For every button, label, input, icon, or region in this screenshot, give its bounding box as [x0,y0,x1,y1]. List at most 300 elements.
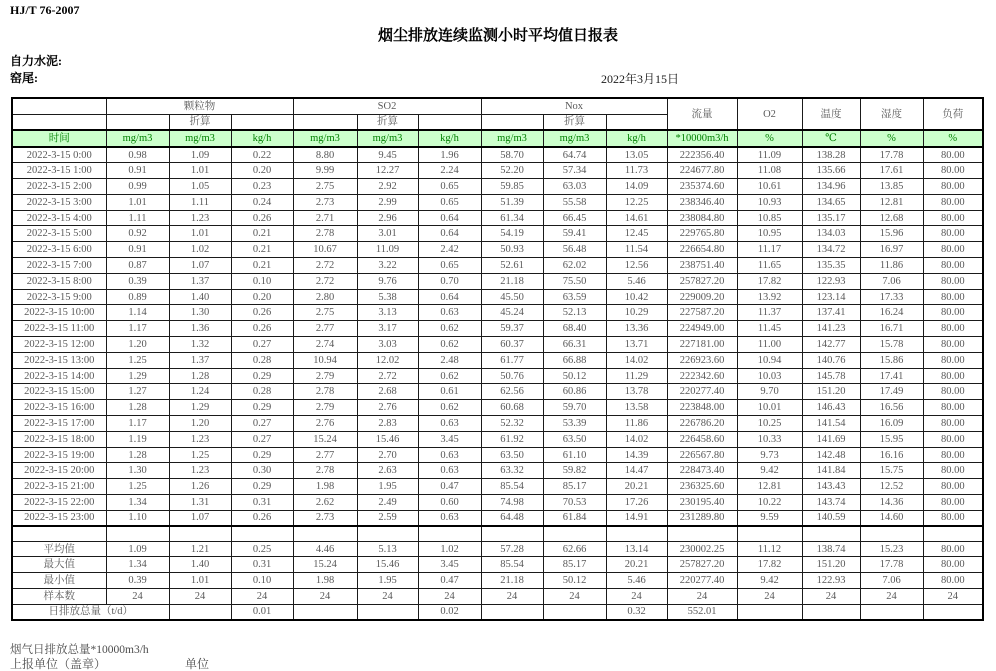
value-cell: 11.86 [606,416,667,432]
value-cell: 14.02 [606,352,667,368]
value-cell: 0.64 [418,226,481,242]
summary-value-cell: 0.31 [231,557,293,573]
value-cell: 16.97 [860,242,923,258]
value-cell: 0.63 [418,463,481,479]
value-cell: 1.14 [106,305,169,321]
value-cell: 1.30 [169,305,231,321]
summary-value-cell: 138.74 [802,541,860,557]
value-cell: 62.02 [543,258,606,274]
table-row [12,337,983,353]
value-cell: 0.61 [418,384,481,400]
summary-value-cell: 3.45 [418,557,481,573]
time-cell: 2022-3-15 8:00 [12,273,106,289]
time-cell: 2022-3-15 6:00 [12,242,106,258]
value-cell: 0.63 [418,510,481,526]
value-cell: 2.75 [293,179,357,195]
value-cell: 80.00 [923,321,983,337]
summary-value-cell: 24 [860,589,923,605]
time-cell: 2022-3-15 21:00 [12,479,106,495]
value-cell: 80.00 [923,463,983,479]
table-row [12,431,983,447]
summary-value-cell: 24 [923,589,983,605]
value-cell: 11.08 [737,163,802,179]
summary-value-cell: 5.46 [606,573,667,589]
value-cell: 14.91 [606,510,667,526]
value-cell: 238346.40 [667,194,737,210]
table-row [12,368,983,384]
value-cell: 13.71 [606,337,667,353]
summary-value-cell: 9.42 [737,573,802,589]
value-cell: 2.48 [418,352,481,368]
header-converted-so2: 折算 [357,114,418,130]
value-cell: 222356.40 [667,147,737,163]
value-cell: 138.28 [802,147,860,163]
value-cell: 0.26 [231,321,293,337]
value-cell: 1.25 [106,352,169,368]
summary-row [12,573,983,589]
value-cell: 13.05 [606,147,667,163]
value-cell: 80.00 [923,273,983,289]
value-cell: 59.85 [481,179,543,195]
value-cell: 123.14 [802,289,860,305]
unit-header: mg/m3 [357,130,418,147]
value-cell: 55.58 [543,194,606,210]
value-cell: 62.56 [481,384,543,400]
time-cell: 2022-3-15 9:00 [12,289,106,305]
value-cell: 14.02 [606,431,667,447]
value-cell: 222342.60 [667,368,737,384]
daily-total-value-cell [169,604,231,620]
value-cell: 16.16 [860,447,923,463]
value-cell: 63.32 [481,463,543,479]
value-cell: 143.43 [802,479,860,495]
value-cell: 59.70 [543,400,606,416]
value-cell: 226567.80 [667,447,737,463]
value-cell: 10.85 [737,210,802,226]
value-cell: 9.73 [737,447,802,463]
spacer-cell [106,526,169,541]
value-cell: 5.38 [357,289,418,305]
value-cell: 142.48 [802,447,860,463]
value-cell: 2.79 [293,400,357,416]
header-flow: 流量 [667,98,737,130]
value-cell: 9.42 [737,463,802,479]
daily-total-row [12,604,983,620]
time-cell: 2022-3-15 1:00 [12,163,106,179]
header-load: 负荷 [923,98,983,130]
value-cell: 230195.40 [667,495,737,511]
value-cell: 60.86 [543,384,606,400]
doc-code: HJ/T 76-2007 [10,3,80,17]
header-blank-cell [12,114,106,130]
value-cell: 14.60 [860,510,923,526]
spacer-cell [481,526,543,541]
value-cell: 0.29 [231,479,293,495]
value-cell: 140.59 [802,510,860,526]
value-cell: 1.26 [169,479,231,495]
value-cell: 141.84 [802,463,860,479]
value-cell: 11.37 [737,305,802,321]
time-cell: 2022-3-15 15:00 [12,384,106,400]
value-cell: 61.84 [543,510,606,526]
value-cell: 14.39 [606,447,667,463]
time-column-header: 时间 [12,130,106,147]
value-cell: 59.41 [543,226,606,242]
value-cell: 1.01 [169,226,231,242]
value-cell: 224677.80 [667,163,737,179]
value-cell: 11.65 [737,258,802,274]
value-cell: 10.67 [293,242,357,258]
header-group-so2: SO2 [293,98,481,114]
value-cell: 0.62 [418,368,481,384]
value-cell: 70.53 [543,495,606,511]
header-temperature: 温度 [802,98,860,130]
value-cell: 3.13 [357,305,418,321]
summary-value-cell: 24 [106,589,169,605]
value-cell: 1.27 [106,384,169,400]
header-blank-cell [231,114,293,130]
value-cell: 238084.80 [667,210,737,226]
value-cell: 0.26 [231,210,293,226]
value-cell: 7.06 [860,273,923,289]
table-row [12,289,983,305]
value-cell: 1.20 [106,337,169,353]
time-cell: 2022-3-15 13:00 [12,352,106,368]
summary-value-cell: 24 [169,589,231,605]
summary-value-cell: 85.17 [543,557,606,573]
value-cell: 45.24 [481,305,543,321]
value-cell: 143.74 [802,495,860,511]
value-cell: 134.65 [802,194,860,210]
summary-value-cell: 151.20 [802,557,860,573]
table-row [12,495,983,511]
spacer-cell [12,526,106,541]
value-cell: 140.76 [802,352,860,368]
header-blank-cell [481,114,543,130]
value-cell: 238751.40 [667,258,737,274]
summary-value-cell: 0.47 [418,573,481,589]
value-cell: 141.54 [802,416,860,432]
summary-value-cell: 1.40 [169,557,231,573]
table-row [12,479,983,495]
table-row [12,179,983,195]
time-cell: 2022-3-15 11:00 [12,321,106,337]
value-cell: 17.78 [860,147,923,163]
value-cell: 229009.20 [667,289,737,305]
header-o2: O2 [737,98,802,130]
value-cell: 17.82 [737,273,802,289]
value-cell: 0.24 [231,194,293,210]
summary-value-cell: 24 [481,589,543,605]
table-row [12,226,983,242]
value-cell: 80.00 [923,194,983,210]
value-cell: 11.86 [860,258,923,274]
value-cell: 10.29 [606,305,667,321]
value-cell: 1.98 [293,479,357,495]
value-cell: 16.09 [860,416,923,432]
unit-header: mg/m3 [106,130,169,147]
value-cell: 2.78 [293,226,357,242]
unit-header: mg/m3 [293,130,357,147]
time-cell: 2022-3-15 5:00 [12,226,106,242]
value-cell: 226923.60 [667,352,737,368]
value-cell: 1.09 [169,147,231,163]
time-cell: 2022-3-15 23:00 [12,510,106,526]
value-cell: 11.54 [606,242,667,258]
summary-row [12,557,983,573]
value-cell: 0.23 [231,179,293,195]
table-row [12,305,983,321]
value-cell: 1.05 [169,179,231,195]
value-cell: 61.10 [543,447,606,463]
value-cell: 145.78 [802,368,860,384]
time-cell: 2022-3-15 10:00 [12,305,106,321]
value-cell: 15.24 [293,431,357,447]
summary-value-cell: 1.09 [106,541,169,557]
value-cell: 16.24 [860,305,923,321]
value-cell: 0.91 [106,163,169,179]
value-cell: 1.23 [169,431,231,447]
flow-total-note: 烟气日排放总量*10000m3/h [10,644,149,656]
value-cell: 223848.00 [667,400,737,416]
value-cell: 66.31 [543,337,606,353]
unit-header: ℃ [802,130,860,147]
value-cell: 12.27 [357,163,418,179]
value-cell: 64.48 [481,510,543,526]
daily-total-value-cell [543,604,606,620]
value-cell: 2.59 [357,510,418,526]
value-cell: 11.45 [737,321,802,337]
value-cell: 63.03 [543,179,606,195]
daily-total-value-cell [923,604,983,620]
value-cell: 151.20 [802,384,860,400]
daily-total-value-cell: 0.32 [606,604,667,620]
value-cell: 10.95 [737,226,802,242]
value-cell: 10.42 [606,289,667,305]
value-cell: 61.92 [481,431,543,447]
value-cell: 135.66 [802,163,860,179]
value-cell: 15.95 [860,431,923,447]
value-cell: 64.74 [543,147,606,163]
value-cell: 52.61 [481,258,543,274]
value-cell: 0.26 [231,305,293,321]
value-cell: 1.23 [169,210,231,226]
value-cell: 0.60 [418,495,481,511]
header-group-particulate: 颗粒物 [106,98,293,114]
value-cell: 1.25 [106,479,169,495]
value-cell: 2.71 [293,210,357,226]
value-cell: 1.37 [169,352,231,368]
value-cell: 1.28 [106,447,169,463]
value-cell: 1.25 [169,447,231,463]
value-cell: 10.01 [737,400,802,416]
value-cell: 60.68 [481,400,543,416]
value-cell: 5.46 [606,273,667,289]
time-cell: 2022-3-15 18:00 [12,431,106,447]
value-cell: 0.21 [231,242,293,258]
value-cell: 0.98 [106,147,169,163]
value-cell: 0.28 [231,352,293,368]
value-cell: 75.50 [543,273,606,289]
summary-row [12,589,983,605]
spacer-cell [357,526,418,541]
value-cell: 224949.00 [667,321,737,337]
value-cell: 0.21 [231,258,293,274]
value-cell: 2.62 [293,495,357,511]
summary-value-cell: 80.00 [923,557,983,573]
value-cell: 3.45 [418,431,481,447]
summary-value-cell: 24 [231,589,293,605]
value-cell: 80.00 [923,368,983,384]
spacer-cell [802,526,860,541]
spacer-cell [606,526,667,541]
summary-value-cell: 24 [543,589,606,605]
value-cell: 141.69 [802,431,860,447]
value-cell: 66.45 [543,210,606,226]
value-cell: 1.23 [169,463,231,479]
summary-value-cell: 122.93 [802,573,860,589]
summary-value-cell: 24 [418,589,481,605]
value-cell: 63.59 [543,289,606,305]
summary-label-cell: 平均值 [12,541,106,557]
summary-value-cell: 13.14 [606,541,667,557]
time-cell: 2022-3-15 20:00 [12,463,106,479]
table-row [12,210,983,226]
value-cell: 236325.60 [667,479,737,495]
value-cell: 226786.20 [667,416,737,432]
summary-value-cell: 0.39 [106,573,169,589]
table-row [12,163,983,179]
unit-header: mg/m3 [169,130,231,147]
value-cell: 0.28 [231,384,293,400]
value-cell: 0.64 [418,210,481,226]
value-cell: 12.02 [357,352,418,368]
value-cell: 15.86 [860,352,923,368]
value-cell: 17.49 [860,384,923,400]
page-title: 烟尘排放连续监测小时平均值日报表 [377,28,618,44]
summary-value-cell: 62.66 [543,541,606,557]
summary-value-cell: 21.18 [481,573,543,589]
value-cell: 14.47 [606,463,667,479]
value-cell: 2.77 [293,321,357,337]
value-cell: 228473.40 [667,463,737,479]
value-cell: 54.19 [481,226,543,242]
spacer-cell [667,526,737,541]
value-cell: 0.63 [418,447,481,463]
summary-value-cell: 5.13 [357,541,418,557]
value-cell: 1.28 [106,400,169,416]
summary-value-cell: 15.23 [860,541,923,557]
summary-label-cell: 最大值 [12,557,106,573]
value-cell: 2.73 [293,510,357,526]
value-cell: 80.00 [923,495,983,511]
report-unit-label: 上报单位（盖章） [10,657,107,671]
summary-value-cell: 57.28 [481,541,543,557]
summary-value-cell: 1.95 [357,573,418,589]
value-cell: 2.76 [293,416,357,432]
value-cell: 0.89 [106,289,169,305]
value-cell: 10.22 [737,495,802,511]
company-name: 自力水泥: [10,54,62,68]
value-cell: 1.01 [169,163,231,179]
header-converted-nox: 折算 [543,114,606,130]
value-cell: 2.79 [293,368,357,384]
table-row [12,384,983,400]
value-cell: 227587.20 [667,305,737,321]
value-cell: 11.73 [606,163,667,179]
value-cell: 9.76 [357,273,418,289]
spacer-cell [231,526,293,541]
value-cell: 0.22 [231,147,293,163]
value-cell: 134.03 [802,226,860,242]
time-cell: 2022-3-15 12:00 [12,337,106,353]
time-cell: 2022-3-15 16:00 [12,400,106,416]
spacer-cell [923,526,983,541]
daily-total-value-cell: 0.01 [231,604,293,620]
table-row [12,447,983,463]
value-cell: 50.93 [481,242,543,258]
value-cell: 51.39 [481,194,543,210]
summary-row [12,541,983,557]
value-cell: 0.29 [231,400,293,416]
table-row [12,242,983,258]
table-row [12,510,983,526]
value-cell: 0.91 [106,242,169,258]
value-cell: 11.00 [737,337,802,353]
summary-value-cell: 24 [667,589,737,605]
value-cell: 0.64 [418,289,481,305]
value-cell: 1.17 [106,321,169,337]
daily-total-value-cell: 0.02 [418,604,481,620]
value-cell: 0.10 [231,273,293,289]
value-cell: 1.29 [169,400,231,416]
value-cell: 0.65 [418,179,481,195]
value-cell: 9.59 [737,510,802,526]
summary-value-cell: 257827.20 [667,557,737,573]
summary-value-cell: 24 [293,589,357,605]
spacer-cell [737,526,802,541]
header-blank-cell [12,98,106,114]
value-cell: 227181.00 [667,337,737,353]
value-cell: 2.83 [357,416,418,432]
value-cell: 11.17 [737,242,802,258]
value-cell: 1.28 [169,368,231,384]
value-cell: 80.00 [923,305,983,321]
value-cell: 16.56 [860,400,923,416]
summary-value-cell: 0.25 [231,541,293,557]
summary-value-cell: 24 [737,589,802,605]
time-cell: 2022-3-15 0:00 [12,147,106,163]
time-cell: 2022-3-15 19:00 [12,447,106,463]
daily-total-value-cell: 552.01 [667,604,737,620]
value-cell: 80.00 [923,479,983,495]
summary-value-cell: 1.01 [169,573,231,589]
unit-header: % [860,130,923,147]
value-cell: 3.03 [357,337,418,353]
summary-value-cell: 7.06 [860,573,923,589]
table-row [12,321,983,337]
value-cell: 1.95 [357,479,418,495]
value-cell: 2.99 [357,194,418,210]
report-date: 2022年3月15日 [601,72,680,86]
unit-header: kg/h [418,130,481,147]
value-cell: 80.00 [923,510,983,526]
value-cell: 0.63 [418,416,481,432]
spacer-cell [543,526,606,541]
value-cell: 9.70 [737,384,802,400]
value-cell: 57.34 [543,163,606,179]
value-cell: 58.70 [481,147,543,163]
